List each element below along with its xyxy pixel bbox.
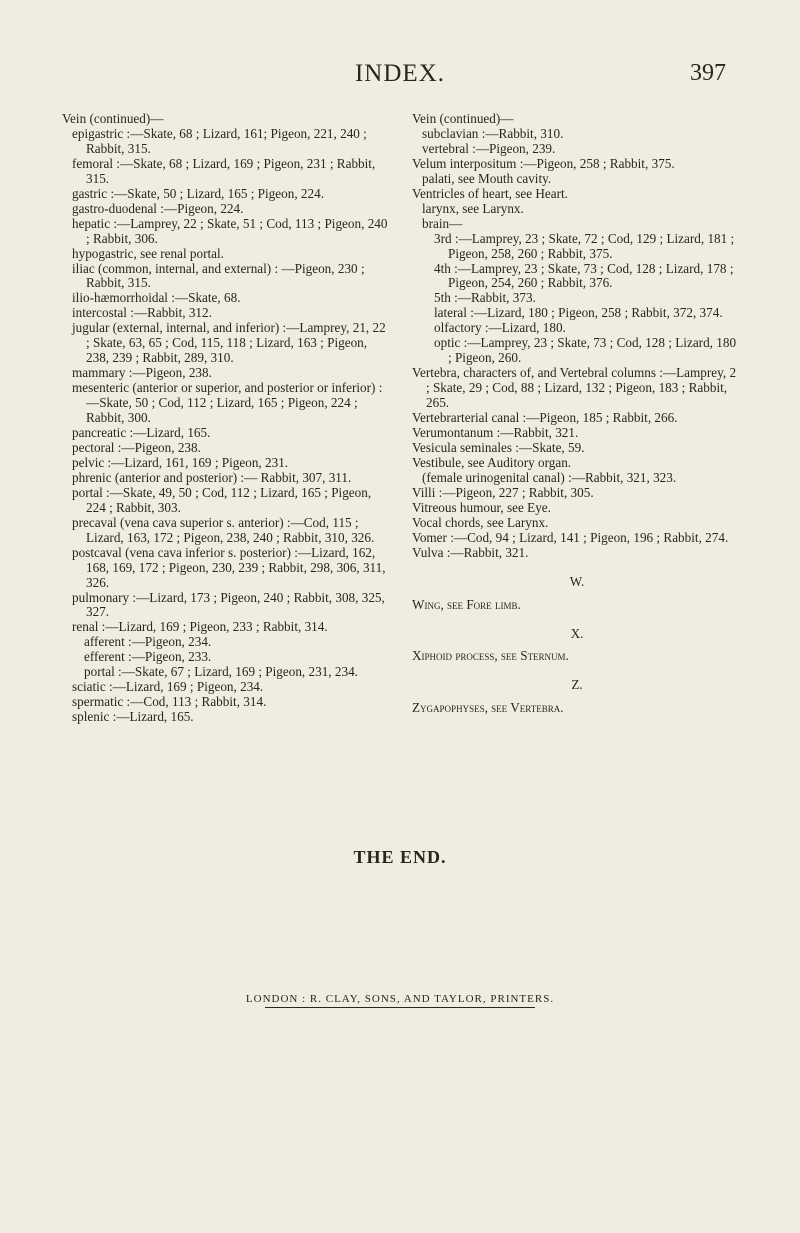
index-entry: mammary :—Pigeon, 238. [72,365,212,381]
index-entry: palati, see Mouth cavity. [422,170,552,186]
index-entry: precaval (vena cava superior s. anterior) :—Cod, 115 ; Lizard, 163, 172 ; Pigeon, 238, 240 ; Rabbit, 310, 326. [72,514,375,545]
index-entry: renal :—Lizard, 169 ; Pigeon, 233 ; Rabbit, 314. [72,619,328,635]
index-entry: afferent :—Pigeon, 234. [84,634,212,650]
index-entry: pectoral :—Pigeon, 238. [72,439,201,455]
index-entry: ilio-hæmorrhoidal :—Skate, 68. [72,290,241,306]
section-letter: Z. [571,677,583,693]
index-entry: gastric :—Skate, 50 ; Lizard, 165 ; Pigeon, 224. [72,185,324,201]
index-entry: 5th :—Rabbit, 373. [434,290,536,306]
left-column [62,112,392,725]
index-entry: Verumontanum :—Rabbit, 321. [412,425,579,441]
index-entry: sciatic :—Lizard, 169 ; Pigeon, 234. [72,679,264,695]
index-entry: femoral :—Skate, 68 ; Lizard, 169 ; Pigeon, 231 ; Rabbit, 315. [72,155,376,186]
index-entry: Zygapophyses, see Vertebra. [412,700,564,716]
imprint-rule [265,1007,535,1008]
index-entry: pelvic :—Lizard, 161, 169 ; Pigeon, 231. [72,454,289,470]
index-entry: portal :—Skate, 67 ; Lizard, 169 ; Pigeon, 231, 234. [84,664,358,680]
index-entry: Vomer :—Cod, 94 ; Lizard, 141 ; Pigeon, 196 ; Rabbit, 274. [412,529,729,545]
index-entry: Villi :—Pigeon, 227 ; Rabbit, 305. [412,484,594,500]
index-entry: spermatic :—Cod, 113 ; Rabbit, 314. [72,694,267,710]
page-number: 397 [690,60,726,86]
index-entry: Vertebra, characters of, and Vertebral columns :—Lamprey, 2 ; Skate, 29 ; Cod, 88 ; Lizard, 132 ; Pigeon, 183 ; Rabbit, 265. [412,365,737,411]
index-entry: pulmonary :—Lizard, 173 ; Pigeon, 240 ; Rabbit, 308, 325, 327. [72,589,385,620]
index-entry: Vocal chords, see Larynx. [412,514,549,530]
index-entry: olfactory :—Lizard, 180. [434,320,566,336]
section-letter: W. [569,573,585,589]
index-entry: intercostal :—Rabbit, 312. [72,305,212,321]
page-header [0,60,800,90]
index-entry: Xiphoid process, see Sternum. [412,648,569,664]
index-entry: 4th :—Lamprey, 23 ; Skate, 73 ; Cod, 128 ; Lizard, 178 ; Pigeon, 254, 260 ; Rabbit, 376. [434,260,734,291]
index-entry: gastro-duodenal :—Pigeon, 224. [72,200,244,216]
page-title: INDEX. [354,60,445,87]
index-entry: iliac (common, internal, and external) : —Pigeon, 230 ; Rabbit, 315. [72,260,365,291]
index-entry: (female urinogenital canal) :—Rabbit, 321, 323. [422,469,677,485]
index-entry: Vitreous humour, see Eye. [412,499,551,515]
index-entry: Vein (continued)— [412,111,514,126]
index-entry: Vertebrarterial canal :—Pigeon, 185 ; Rabbit, 266. [412,410,678,426]
index-entry: Wing, see Fore limb. [412,596,521,612]
index-entry: jugular (external, internal, and inferior) :—Lamprey, 21, 22 ; Skate, 63, 65 ; Cod, 115, 118 ; Lizard, 163 ; Pigeon, 238, 239 ; Rabbit, 289, 310. [72,320,386,366]
index-entry: epigastric :—Skate, 68 ; Lizard, 161; Pigeon, 221, 240 ; Rabbit, 315. [72,125,367,156]
index-entry: mesenteric (anterior or superior, and posterior or inferior) :—Skate, 50 ; Cod, 112 ; Lizard, 165 ; Pigeon, 224 ; Rabbit, 300. [72,380,383,426]
index-entry: Velum interpositum :—Pigeon, 258 ; Rabbit, 375. [412,155,675,171]
printer-text: LONDON : R. CLAY, SONS, AND TAYLOR, PRINTERS. [245,993,555,1005]
the-end-heading: THE END. [353,847,447,867]
index-entry: subclavian :—Rabbit, 310. [422,125,564,141]
index-entry: Vestibule, see Auditory organ. [412,454,572,470]
section-letter: X. [570,625,584,641]
index-entry: splenic :—Lizard, 165. [72,709,194,725]
index-entry: Vein (continued)— [62,111,164,126]
index-entry: phrenic (anterior and posterior) :— Rabbit, 307, 311. [72,469,352,485]
index-entry: larynx, see Larynx. [422,200,524,216]
index-entry: optic :—Lamprey, 23 ; Skate, 73 ; Cod, 128 ; Lizard, 180 ; Pigeon, 260. [434,335,737,366]
index-entry: lateral :—Lizard, 180 ; Pigeon, 258 ; Rabbit, 372, 374. [434,305,723,321]
index-entry: brain— [422,215,463,231]
index-entry: portal :—Skate, 49, 50 ; Cod, 112 ; Lizard, 165 ; Pigeon, 224 ; Rabbit, 303. [72,484,372,515]
index-entry: hepatic :—Lamprey, 22 ; Skate, 51 ; Cod, 113 ; Pigeon, 240 ; Rabbit, 306. [72,215,388,246]
right-column [412,112,742,716]
index-entry: hypogastric, see renal portal. [72,245,224,261]
index-entry: vertebral :—Pigeon, 239. [422,140,556,156]
index-entry: postcaval (vena cava inferior s. posterior) :—Lizard, 162, 168, 169, 172 ; Pigeon, 230, 239 ; Rabbit, 298, 306, 311, 326. [72,544,386,590]
index-entry: Vesicula seminales :—Skate, 59. [412,439,585,455]
index-entry: Ventricles of heart, see Heart. [412,185,568,201]
index-entry: pancreatic :—Lizard, 165. [72,425,211,441]
printer-imprint [0,993,800,1008]
index-entry: efferent :—Pigeon, 233. [84,649,212,665]
index-entry: 3rd :—Lamprey, 23 ; Skate, 72 ; Cod, 129 ; Lizard, 181 ; Pigeon, 258, 260 ; Rabbit, 375. [434,230,735,261]
index-entry: Vulva :—Rabbit, 321. [412,544,529,560]
